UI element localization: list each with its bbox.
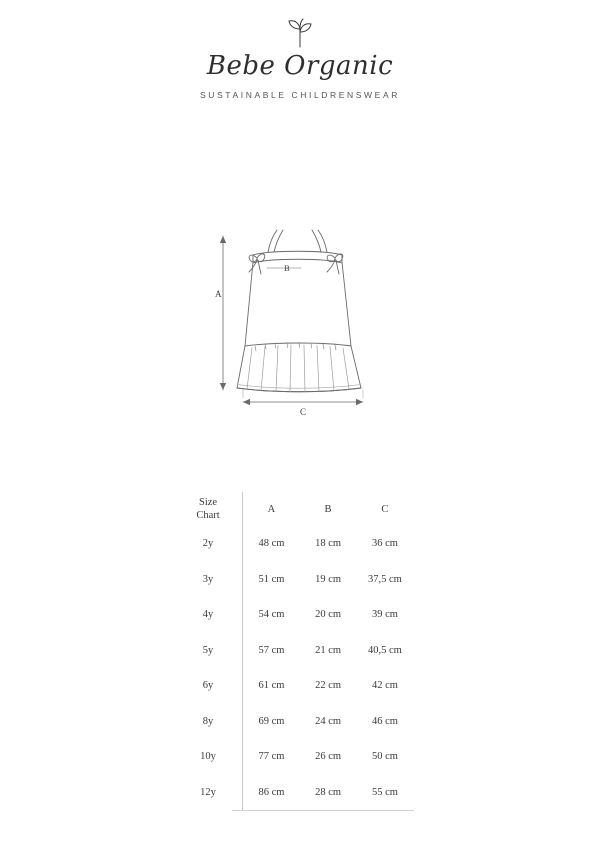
cell-a: 57 cm — [243, 633, 300, 669]
cell-c: 36 cm — [371, 538, 398, 550]
cell-c: 55 cm — [371, 786, 398, 798]
row-size-label: 3y — [202, 573, 214, 585]
row-size-label: 5y — [202, 644, 214, 656]
brand-tagline: SUSTAINABLE CHILDRENSWEAR — [200, 89, 400, 100]
size-chart-table — [186, 492, 414, 810]
row-size-label: 6y — [202, 680, 214, 692]
cell-a: 77 cm — [243, 739, 300, 775]
table-row — [186, 633, 414, 669]
cell-b: 21 cm — [315, 644, 342, 656]
row-size-label: 2y — [202, 538, 214, 550]
cell-a: 86 cm — [243, 775, 300, 811]
table-row — [186, 597, 414, 633]
brand-name: Bebe Organic — [206, 51, 394, 81]
table-row — [186, 704, 414, 740]
row-size-label: 12y — [200, 786, 216, 798]
cell-c: 40,5 cm — [368, 644, 402, 656]
cell-a: 51 cm — [243, 562, 300, 598]
leaf-sprig-icon — [282, 18, 318, 48]
table-row — [186, 739, 414, 775]
dimension-label-b: B — [284, 263, 290, 273]
size-chart-title — [186, 492, 243, 526]
cell-a: 48 cm — [243, 526, 300, 562]
row-size-label: 10y — [200, 751, 216, 763]
column-header-c: C — [381, 503, 389, 515]
brand-header — [0, 18, 600, 100]
table-row — [186, 668, 414, 704]
cell-b: 20 cm — [315, 609, 342, 621]
table-row — [186, 526, 414, 562]
dimension-label-c: C — [300, 407, 307, 417]
cell-b: 18 cm — [315, 538, 342, 550]
cell-b: 22 cm — [315, 680, 342, 692]
table-row — [186, 775, 414, 811]
row-size-label: 8y — [202, 715, 214, 727]
cell-a: 69 cm — [243, 704, 300, 740]
cell-b: 28 cm — [315, 786, 342, 798]
row-size-label: 4y — [202, 609, 214, 621]
cell-c: 39 cm — [371, 609, 398, 621]
dimension-label-a: A — [215, 289, 222, 299]
cell-c: 46 cm — [371, 715, 398, 727]
cell-c: 37,5 cm — [368, 573, 402, 585]
table-header-row — [186, 492, 414, 526]
cell-a: 61 cm — [243, 668, 300, 704]
cell-c: 42 cm — [371, 680, 398, 692]
cell-c: 50 cm — [371, 751, 398, 763]
table-bottom-divider — [232, 810, 414, 811]
dress-technical-drawing — [195, 222, 415, 437]
size-chart-title-line2: Chart — [196, 510, 220, 521]
size-chart-title-line1: Size — [199, 496, 218, 508]
column-header-a: A — [243, 492, 300, 526]
cell-b: 26 cm — [315, 751, 342, 763]
table-body — [186, 526, 414, 810]
cell-b: 24 cm — [315, 715, 342, 727]
table-row — [186, 562, 414, 598]
cell-a: 54 cm — [243, 597, 300, 633]
size-chart — [186, 492, 414, 811]
cell-b: 19 cm — [315, 573, 342, 585]
column-header-b: B — [324, 503, 332, 515]
